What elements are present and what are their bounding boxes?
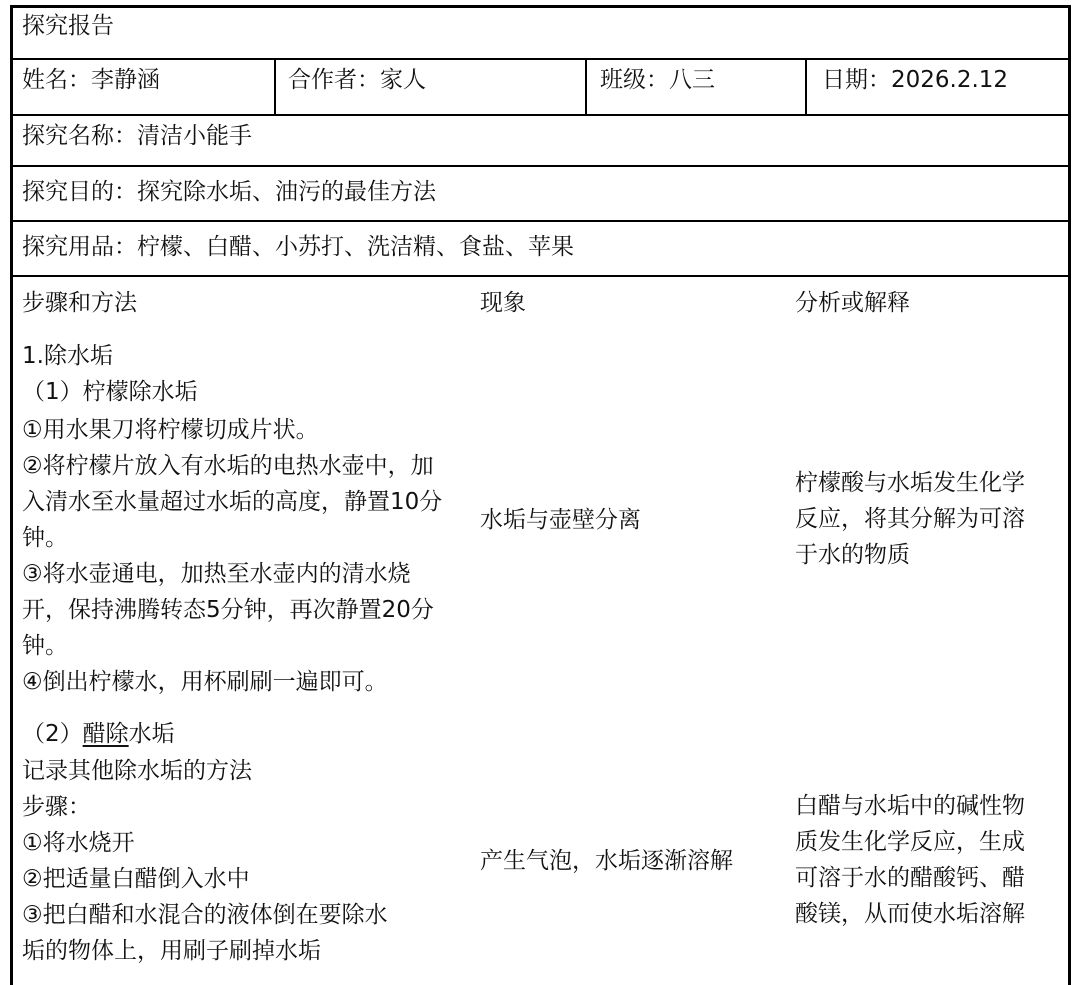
subtitle-prefix: （2） (22, 721, 83, 747)
report-title: 探究报告 (22, 13, 114, 39)
row-divider (10, 220, 1071, 222)
column-header-phenomenon: 现象 (480, 290, 526, 316)
step-line: ④倒出柠檬水，用杯刷刷一遍即可。 (22, 669, 388, 695)
row-divider (10, 58, 1071, 60)
row-divider (10, 165, 1071, 167)
date: 日期：2026.2.12 (822, 67, 1009, 93)
subtitle-filled-blank: 醋除 (82, 721, 129, 747)
phenomenon-lemon: 水垢与壶壁分离 (480, 507, 641, 533)
inquiry-name: 探究名称：清洁小能手 (22, 123, 252, 149)
step-line: ①将水烧开 (22, 830, 135, 856)
step-line: ②将柠檬片放入有水垢的电热水壶中，加 (22, 453, 434, 479)
step-line: 入清水至水量超过水垢的高度，静置10分 (22, 489, 443, 515)
method-subtitle (22, 716, 175, 752)
step-line: ②把适量白醋倒入水中 (22, 866, 250, 892)
analysis-vinegar-line: 白醋与水垢中的碱性物 (795, 793, 1025, 819)
step-line: ③将水壶通电，加热至水壶内的清水烧 (22, 561, 411, 587)
section-title: 1.除水垢 (22, 343, 113, 369)
analysis-vinegar-line: 质发生化学反应，生成 (795, 829, 1025, 855)
step-line: 记录其他除水垢的方法 (22, 758, 252, 784)
column-header-analysis: 分析或解释 (795, 290, 910, 316)
step-line: 垢的物体上，用刷子刷掉水垢 (22, 938, 321, 964)
step-line: ③把白醋和水混合的液体倒在要除水 (22, 902, 388, 928)
step-line: 钟。 (22, 633, 68, 659)
row-divider (10, 114, 1071, 116)
column-divider (274, 58, 276, 116)
inquiry-purpose: 探究目的：探究除水垢、油污的最佳方法 (22, 179, 436, 205)
column-divider (805, 58, 807, 116)
column-divider (585, 58, 587, 116)
partner: 合作者：家人 (288, 67, 426, 93)
step-line: 步骤： (22, 794, 91, 820)
analysis-lemon-line: 反应，将其分解为可溶 (795, 506, 1025, 532)
subtitle-suffix: 水垢 (128, 721, 175, 747)
column-header-steps: 步骤和方法 (22, 290, 137, 316)
method-subtitle: （1）柠檬除水垢 (22, 379, 198, 405)
step-line: 钟。 (22, 525, 68, 551)
analysis-lemon-line: 柠檬酸与水垢发生化学 (795, 470, 1025, 496)
student-name: 姓名：李静涵 (22, 67, 160, 93)
analysis-vinegar-line: 酸镁，从而使水垢溶解 (795, 901, 1025, 927)
step-line: ①用水果刀将柠檬切成片状。 (22, 417, 319, 443)
row-divider (10, 275, 1071, 277)
inquiry-materials: 探究用品：柠檬、白醋、小苏打、洗洁精、食盐、苹果 (22, 234, 574, 260)
phenomenon-vinegar: 产生气泡，水垢逐渐溶解 (480, 848, 733, 874)
analysis-lemon-line: 于水的物质 (795, 542, 910, 568)
analysis-vinegar-line: 可溶于水的醋酸钙、醋 (795, 865, 1025, 891)
class: 班级：八三 (600, 67, 715, 93)
step-line: 开，保持沸腾转态5分钟，再次静置20分 (22, 597, 434, 623)
